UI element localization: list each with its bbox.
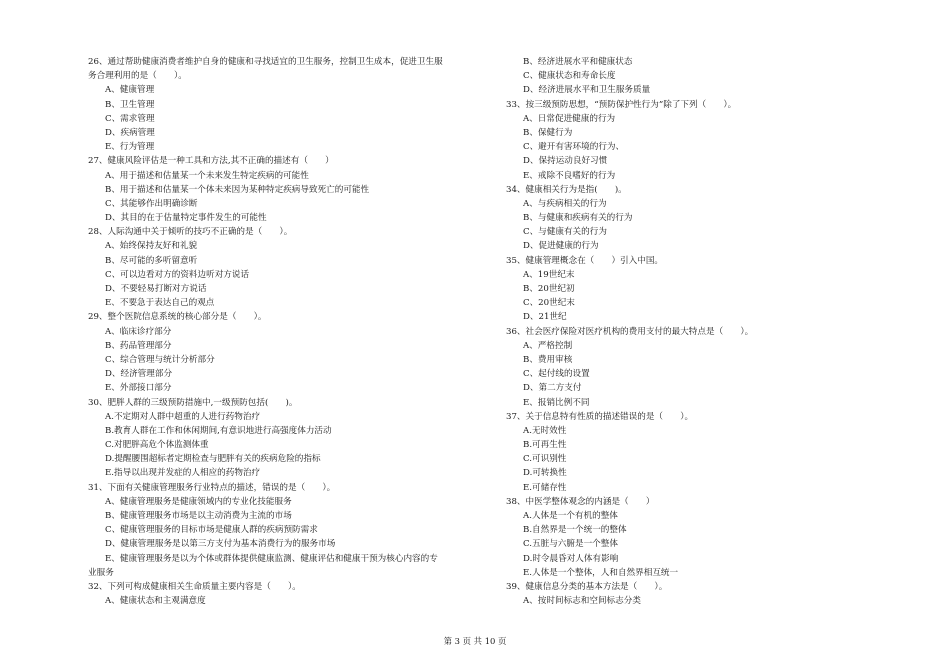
page-footer: 第 3 页 共 10 页 [443,636,507,646]
question-text: 33、按三级预防思想，“预防保护性行为”除了下列（ ）。 [506,99,737,110]
question-text: 30、肥胖人群的三级预防措施中,一级预防包括( )。 [88,397,298,408]
answer-option: A.无时效性 [523,425,567,436]
answer-option: D、其目的在于估量特定事件发生的可能性 [105,213,267,224]
answer-option: C.对肥胖高危个体监测体重 [105,440,209,451]
answer-option: E.指导以出现并发症的人相应的药物治疗 [105,468,261,479]
answer-option: C、综合管理与统计分析部分 [105,354,215,365]
answer-option: D、健康管理服务是以第三方支付为基本消费行为的服务市场 [105,539,336,550]
answer-option: D、促进健康的行为 [523,241,599,252]
answer-option: C、需求管理 [105,113,155,124]
answer-option: A、19世纪末 [523,269,575,280]
question-text: 34、健康相关行为是指( )。 [506,184,627,195]
answer-option: A、健康状态和主观满意度 [105,596,206,607]
answer-option: D.提醒腰围超标者定期检查与肥胖有关的疾病危险的指标 [105,454,321,465]
question-text: 28、人际沟通中关于倾听的技巧不正确的是（ ）。 [88,227,293,238]
answer-option: D.可转换性 [523,468,567,479]
answer-option: C、20世纪末 [523,298,575,309]
question-text: 31、下面有关健康管理服务行业特点的描述，错误的是（ ）。 [88,482,336,493]
answer-option: B、尽可能的多听留意听 [105,255,198,266]
answer-option: A.人体是一个有机的整体 [523,511,618,521]
question-text: 26、通过帮助健康消费者维护自身的健康和寻找适宜的卫生服务，控制卫生成本，促进卫生服 [88,57,443,67]
answer-option: B、与健康和疾病有关的行为 [523,213,633,224]
answer-option: E、外部接口部分 [105,383,172,394]
answer-option: B、药品管理部分 [105,340,172,351]
answer-option: E、不要急于表达自己的观点 [105,298,215,309]
answer-option: C、健康管理服务的目标市场是健康人群的疾病预防需求 [105,525,318,536]
answer-option: A、日常促进健康的行为 [523,113,616,124]
answer-option: C、其能够作出明确诊断 [105,198,198,209]
answer-option: D、保持运动良好习惯 [523,156,608,167]
question-text: 32、下列可构成健康相关生命质量主要内容是（ ）。 [88,581,301,592]
answer-option: D、经济进展水平和卫生服务质量 [523,85,651,96]
answer-option: E.人体是一个整体，人和自然界相互统一 [523,567,679,578]
answer-option: E、行为管理 [105,142,155,153]
answer-option: B、费用审核 [523,354,573,365]
question-text: 27、健康风险评估是一种工具和方法,其不正确的描述有（ ） [88,156,334,167]
question-text: 36、社会医疗保险对医疗机构的费用支付的最大特点是（ ）。 [506,326,754,337]
answer-option: C、起付线的设置 [523,369,590,380]
answer-option: D、第二方支付 [523,383,582,394]
question-text: 35、健康管理概念在（ ）引入中国。 [506,255,664,266]
question-text: 38、中医学整体观念的内涵是（ ） [506,496,655,507]
answer-option: E、健康管理服务是以为个体或群体提供健康监测、健康评估和健康干预为核心内容的专 [105,553,438,564]
answer-option: A、与疾病相关的行为 [523,198,607,209]
answer-option: A、健康管理 [105,85,155,96]
answer-option: D.时令晨昏对人体有影响 [523,553,619,564]
answer-option: A、始终保持友好和礼貌 [105,241,198,252]
left-column [88,55,488,608]
answer-option: B、用于描述和估量某一个体未来因为某种特定疾病导致死亡的可能性 [105,184,370,195]
right-column [506,55,906,608]
answer-option: C、健康状态和寿命长度 [523,71,616,82]
answer-option: B、经济进展水平和健康状态 [523,57,633,67]
answer-option: A.不定期对人群中超重的人进行药物治疗 [105,411,261,422]
answer-option: D、经济管理部分 [105,369,173,380]
answer-option: E、戒除不良嗜好的行为 [523,170,616,181]
answer-option: B、保健行为 [523,127,573,138]
answer-option: A、用于描述和估量某一个未来发生特定疾病的可能性 [105,170,309,181]
answer-option: C、可以边看对方的资料边听对方说话 [105,269,250,280]
answer-option: D、21世纪 [523,312,567,323]
answer-option: A、按时间标志和空间标志分类 [523,596,641,607]
answer-option: A、严格控制 [523,340,573,351]
question-text: 29、整个医院信息系统的核心部分是（ ）。 [88,312,267,323]
answer-option: B、20世纪初 [523,284,575,294]
answer-option: D、不要轻易打断对方说话 [105,284,207,294]
answer-option: B、卫生管理 [105,99,155,110]
answer-option: B.可再生性 [523,440,567,451]
answer-option: A、临床诊疗部分 [105,326,172,337]
question-text: 业服务 [88,567,114,578]
answer-option: C.可识别性 [523,454,567,465]
question-text: 37、关于信息特有性质的描述错误的是（ ）。 [506,411,694,422]
answer-option: E.可储存性 [523,482,567,493]
answer-option: A、健康管理服务是健康领域内的专业化技能服务 [105,496,292,507]
answer-option: B.教育人群在工作和休闲期间,有意识地进行高强度体力活动 [105,425,332,436]
answer-option: B、健康管理服务市场是以主动消费为主流的市场 [105,511,292,521]
question-text: 39、健康信息分类的基本方法是（ ）。 [506,581,668,592]
answer-option: C、避开有害环境的行为、 [523,142,625,153]
question-text: 务合理利用的是（ ）。 [88,71,187,82]
answer-option: C、与健康有关的行为 [523,227,607,238]
answer-option: C.五脏与六腑是一个整体 [523,539,618,550]
answer-option: B.自然界是一个统一的整体 [523,525,627,536]
answer-option: D、疾病管理 [105,127,155,138]
answer-option: E、报销比例不同 [523,397,590,408]
